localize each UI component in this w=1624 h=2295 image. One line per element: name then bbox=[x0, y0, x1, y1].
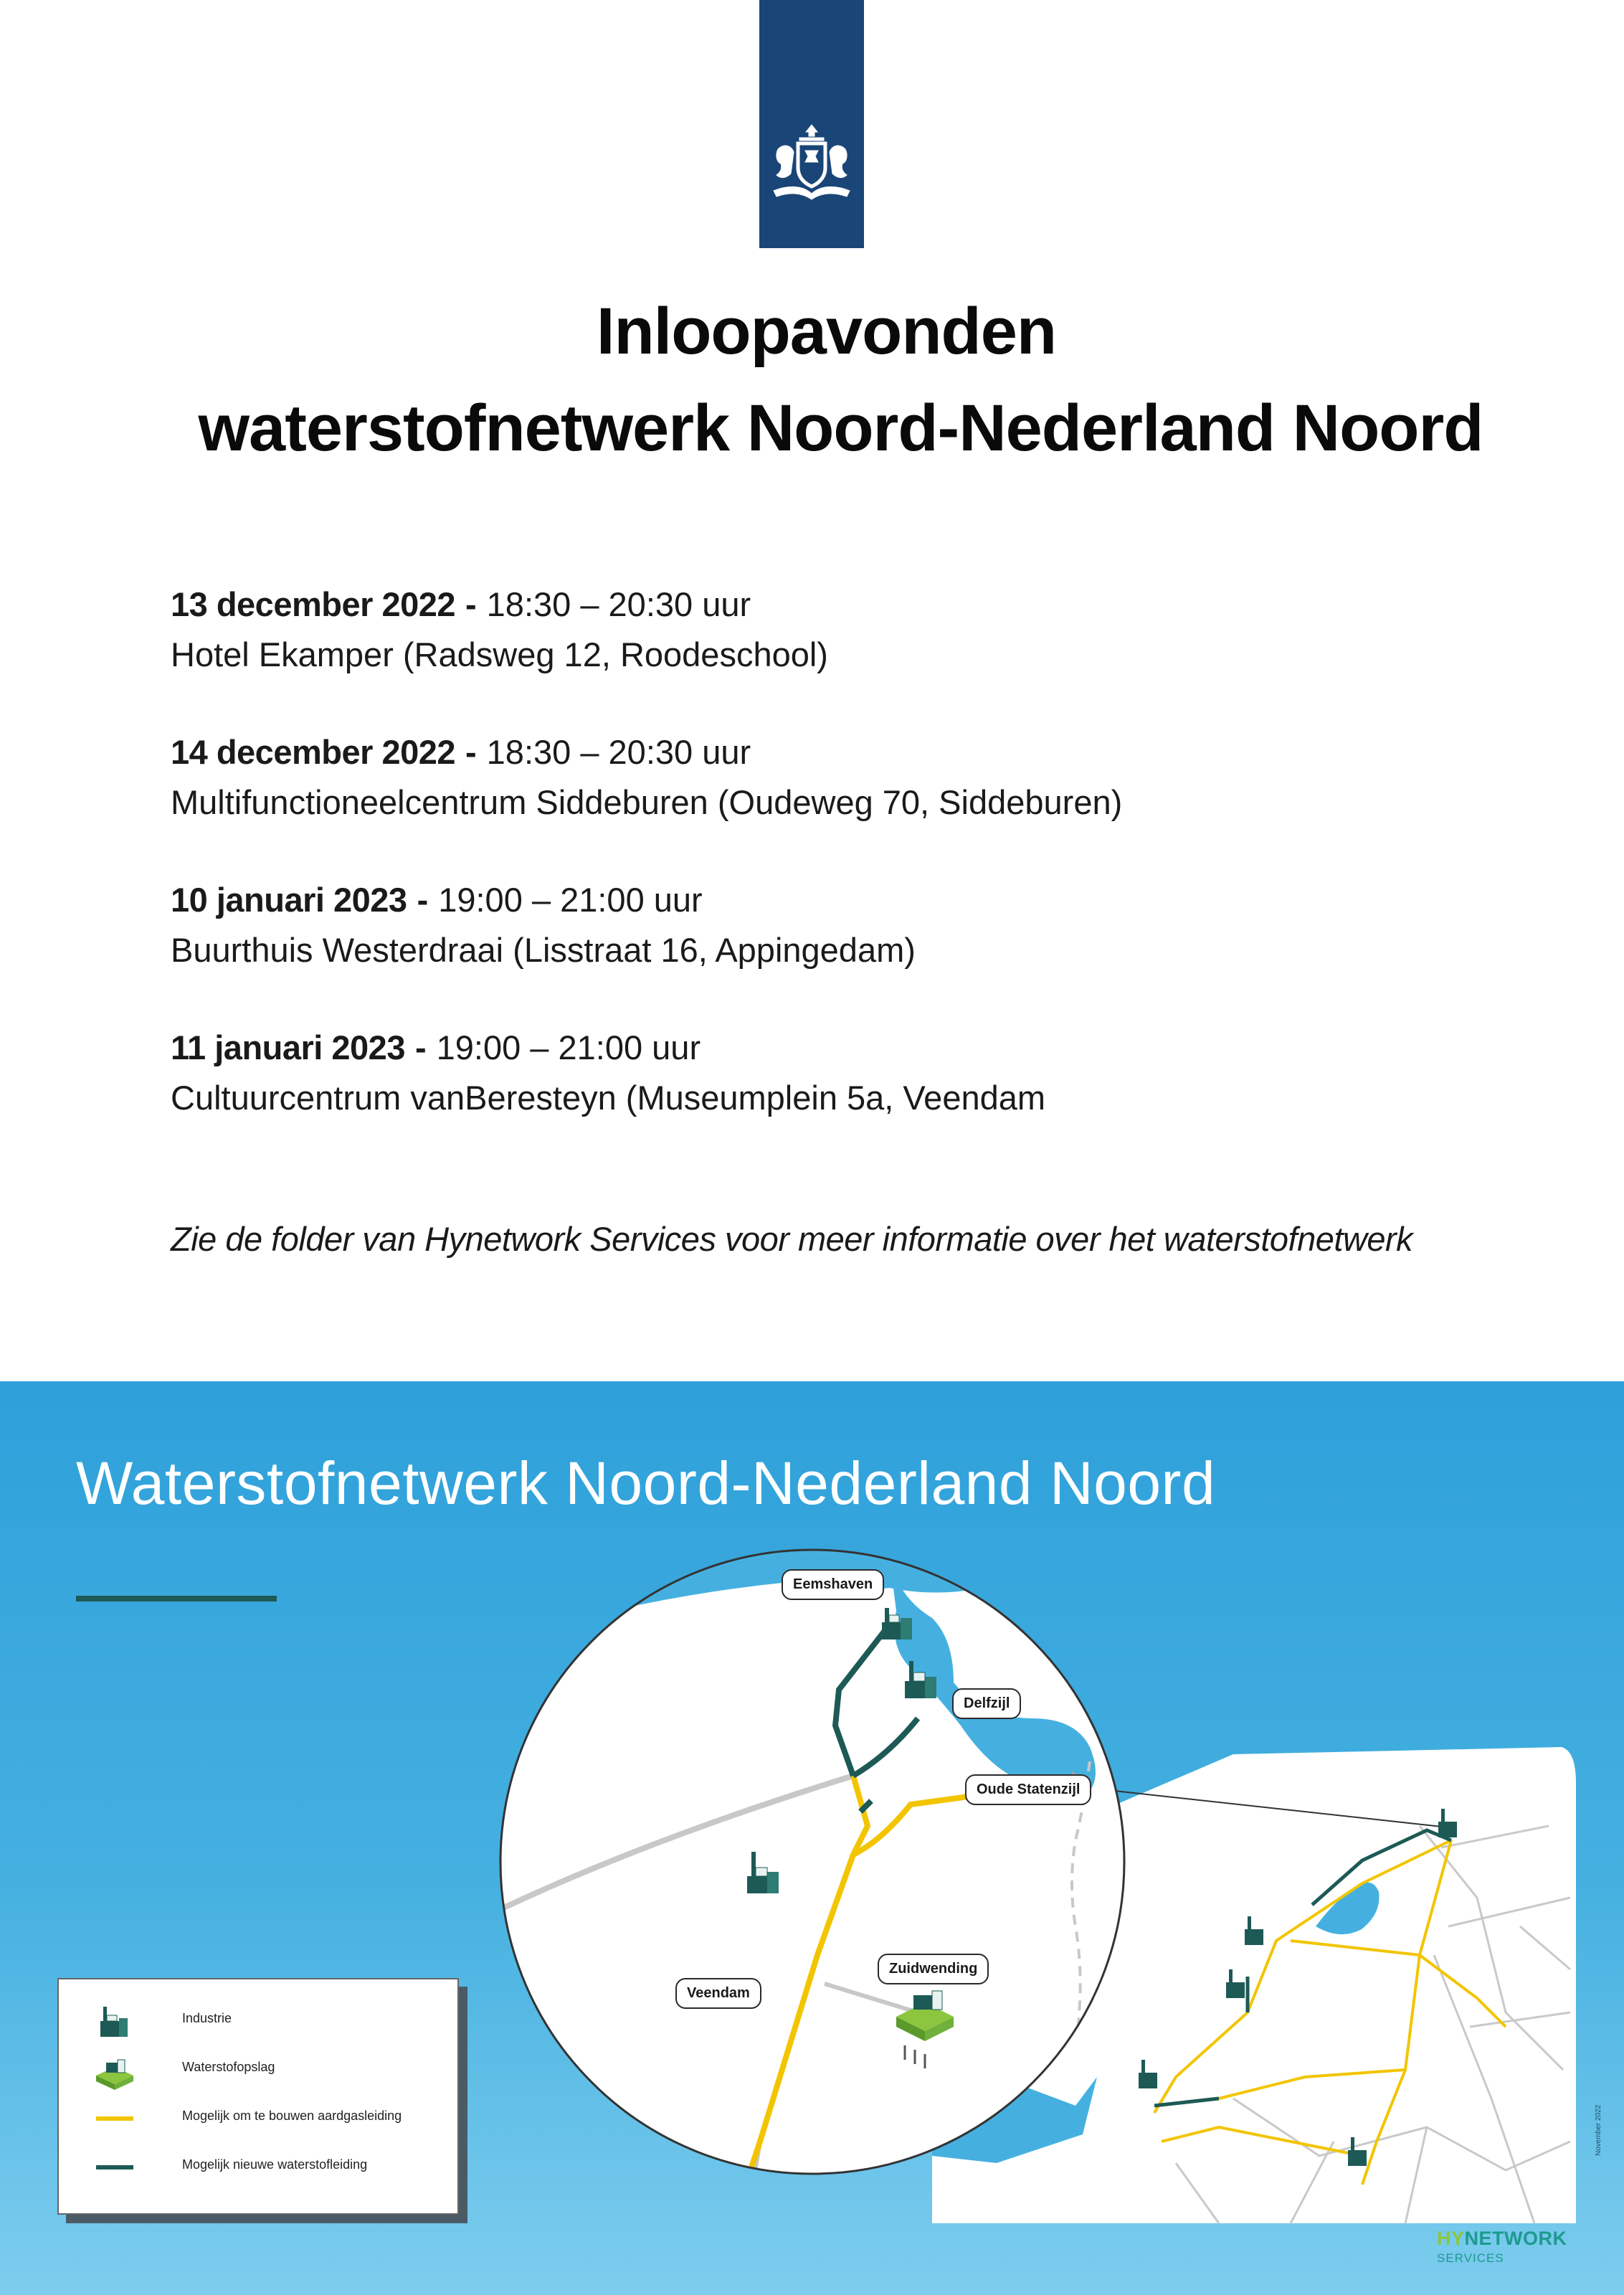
label-zuidwending: Zuidwending bbox=[878, 1954, 989, 1984]
event-separator: - bbox=[465, 733, 477, 771]
legend-item bbox=[90, 2146, 449, 2189]
event-time: 18:30 – 20:30 uur bbox=[486, 585, 751, 623]
coat-of-arms-icon bbox=[766, 122, 857, 208]
event-date: 11 januari 2023 bbox=[171, 1028, 405, 1066]
page-title-line1: Inloopavonden bbox=[596, 295, 1057, 368]
event-date: 10 januari 2023 bbox=[171, 881, 407, 919]
brand-network: NETWORK bbox=[1464, 2228, 1567, 2249]
event-separator: - bbox=[465, 585, 477, 623]
map-legend bbox=[57, 1978, 459, 2215]
event-item bbox=[171, 875, 916, 975]
brand-hy: HY bbox=[1437, 2228, 1465, 2249]
rijksoverheid-logo bbox=[759, 0, 864, 248]
legend-label: Industrie bbox=[182, 2011, 232, 2025]
date-stamp: November 2022 bbox=[1595, 2104, 1602, 2156]
label-oude-statenzijl: Oude Statenzijl bbox=[965, 1774, 1091, 1805]
legend-item bbox=[90, 2097, 449, 2140]
event-item bbox=[171, 727, 1122, 828]
label-eemshaven: Eemshaven bbox=[782, 1569, 884, 1600]
event-location: Buurthuis Westerdraai (Lisstraat 16, Appingedam) bbox=[171, 931, 916, 969]
event-item bbox=[171, 1023, 1045, 1123]
event-item bbox=[171, 579, 828, 680]
event-time: 18:30 – 20:30 uur bbox=[486, 733, 751, 771]
green-line-icon bbox=[90, 2146, 148, 2189]
hynetwork-logo bbox=[1437, 2228, 1567, 2250]
label-veendam: Veendam bbox=[675, 1978, 761, 2009]
storage-icon bbox=[90, 2048, 148, 2091]
label-delfzijl: Delfzijl bbox=[952, 1688, 1021, 1719]
event-location: Multifunctioneelcentrum Siddeburen (Oudeweg 70, Siddeburen) bbox=[171, 783, 1123, 821]
legend-label: Mogelijk nieuwe waterstofleiding bbox=[182, 2157, 368, 2172]
legend-label: Mogelijk om te bouwen aardgasleiding bbox=[182, 2109, 402, 2123]
info-note: Zie de folder van Hynetwork Services voor meer informatie over het waterstofnetwerk bbox=[171, 1220, 1413, 1258]
page-title-line2: waterstofnetwerk Noord-Nederland Noord bbox=[198, 392, 1483, 465]
event-separator: - bbox=[414, 1028, 427, 1066]
event-location: Hotel Ekamper (Radsweg 12, Roodeschool) bbox=[171, 635, 828, 673]
event-time: 19:00 – 21:00 uur bbox=[438, 881, 703, 919]
map-title: Waterstofnetwerk Noord-Nederland Noord bbox=[76, 1449, 1216, 1517]
event-location: Cultuurcentrum vanBeresteyn (Museumplein 5a, Veendam bbox=[171, 1079, 1046, 1117]
yellow-line-icon bbox=[90, 2097, 148, 2140]
event-date: 13 december 2022 bbox=[171, 585, 456, 623]
brand-services: SERVICES bbox=[1437, 2251, 1504, 2265]
event-separator: - bbox=[417, 881, 429, 919]
legend-item bbox=[90, 2000, 449, 2043]
event-time: 19:00 – 21:00 uur bbox=[436, 1028, 701, 1066]
legend-item bbox=[90, 2048, 449, 2091]
map-section bbox=[0, 1381, 1624, 2295]
legend-label: Waterstofopslag bbox=[182, 2060, 275, 2074]
industry-icon bbox=[90, 2000, 148, 2043]
event-date: 14 december 2022 bbox=[171, 733, 456, 771]
